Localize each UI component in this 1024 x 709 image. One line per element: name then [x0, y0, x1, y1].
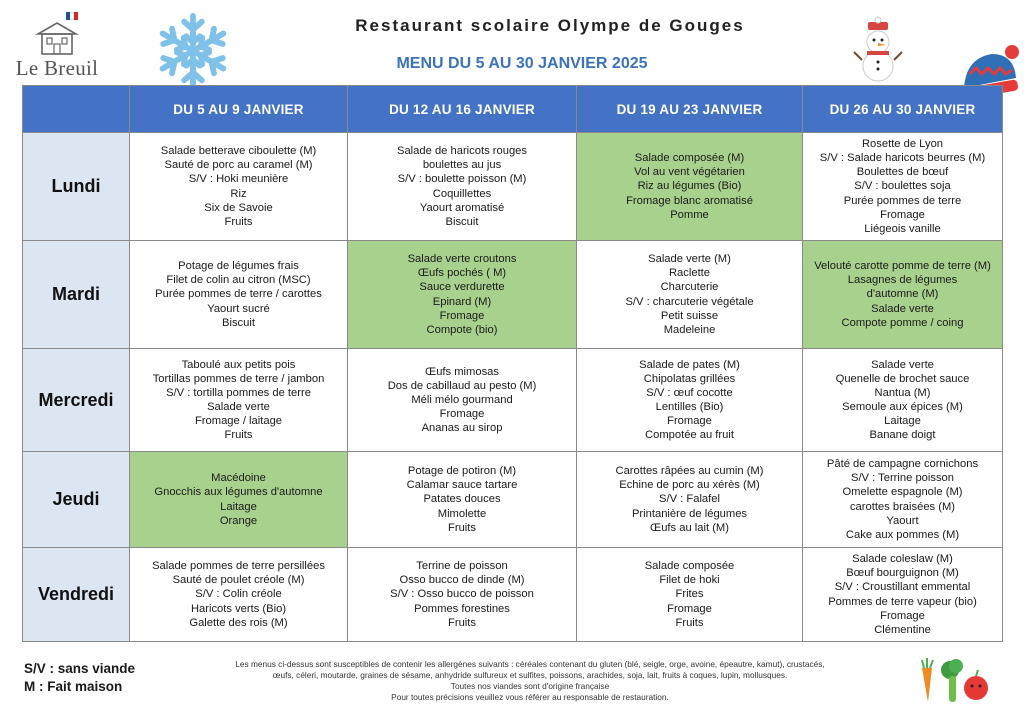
menu-item: Yaourt aromatisé	[419, 201, 505, 214]
menu-item: Boulettes de bœuf	[856, 166, 949, 179]
menu-item: Tortillas pommes de terre / jambon	[152, 372, 325, 385]
menu-item: Potage de légumes frais	[178, 260, 299, 273]
menu-item: boulettes au jus	[422, 159, 502, 172]
menu-item: Biscuit	[445, 215, 479, 228]
menu-item: S/V : Terrine poisson	[850, 472, 955, 485]
menu-item: Salade verte	[871, 302, 934, 315]
menu-item: Sauce verdurette	[419, 281, 505, 294]
menu-item: Pâté de campagne cornichons	[826, 458, 979, 471]
menu-item: S/V : Falafel	[659, 493, 720, 506]
menu-item: Macédoine	[211, 472, 266, 485]
day-row	[23, 349, 1003, 452]
menu-item: Fromage	[439, 309, 485, 322]
vegetables-icon	[914, 656, 994, 706]
menu-item: Echine de porc au xérès (M)	[619, 479, 760, 492]
day-label: Mercredi	[23, 349, 130, 452]
legend-sans-viande: S/V : sans viande	[24, 661, 136, 676]
menu-item: S/V : Osso bucco de poisson	[390, 588, 534, 601]
menu-item: Fruits	[675, 616, 704, 629]
menu-item: Salade de haricots rouges	[397, 145, 527, 158]
france-flag-icon	[66, 12, 78, 20]
menu-item: Frites	[675, 588, 704, 601]
menu-item: Compotée au fruit	[645, 429, 734, 442]
menu-item: Salade composée (M)	[634, 152, 745, 165]
town-logo	[14, 10, 100, 82]
menu-item: Œufs mimosas	[425, 365, 499, 378]
menu-item: Fromage	[880, 609, 925, 622]
menu-item: Patates douces	[423, 493, 501, 506]
allergen-notes	[160, 659, 900, 703]
menu-cell	[803, 349, 1003, 452]
menu-item: Epinard (M)	[432, 295, 492, 308]
menu-item: Potage de potiron (M)	[407, 465, 517, 478]
week-header-row	[23, 86, 1003, 133]
menu-item: Filet de hoki	[659, 574, 720, 587]
menu-item: Calamar sauce tartare	[406, 479, 518, 492]
day-label: Mardi	[23, 241, 130, 349]
menu-item: Bœuf bourguignon (M)	[846, 567, 959, 580]
menu-item: Pomme	[670, 208, 709, 221]
menu-cell	[803, 452, 1003, 548]
menu-item: Salade coleslaw (M)	[852, 553, 953, 566]
menu-item: Purée pommes de terre	[843, 194, 962, 207]
menu-item: Yaourt	[886, 514, 919, 527]
menu-cell	[577, 349, 803, 452]
week-header: DU 19 AU 23 JANVIER	[577, 86, 803, 133]
menu-item: Dos de cabillaud au pesto (M)	[387, 379, 537, 392]
note-line: Les menus ci-dessus sont susceptibles de contenir les allergènes suivants : céréales contenant du gluten (blé, seigle, orge, avoine, épeautre, kamut), crustacés,	[235, 659, 825, 669]
menu-item: Salade de pates (M)	[639, 358, 740, 371]
menu-item: S/V : Salade haricots beurres (M)	[819, 152, 986, 165]
menu-item: Terrine de poisson	[416, 560, 508, 573]
menu-item: Fruits	[224, 429, 253, 442]
menu-item: Fromage / laitage	[194, 415, 283, 428]
menu-item: Pommes forestines	[414, 602, 510, 615]
menu-item: Mimolette	[437, 507, 487, 520]
menu-cell	[348, 349, 577, 452]
menu-item: Lentilles (Bio)	[655, 401, 724, 413]
week-header: DU 12 AU 16 JANVIER	[348, 86, 577, 133]
school-building-icon	[34, 20, 80, 56]
menu-item: Clémentine	[874, 623, 931, 636]
menu-item: Salade verte	[207, 401, 270, 413]
menu-item: Gnocchis aux légumes d'automne	[154, 486, 323, 499]
menu-cell	[348, 241, 577, 349]
menu-item: S/V : tortilla pommes de terre	[166, 386, 311, 399]
page-title: Restaurant scolaire Olympe de Gouges	[355, 16, 745, 35]
menu-item: Yaourt sucré	[207, 302, 270, 315]
menu-item: Compote pomme / coing	[841, 316, 964, 329]
menu-item: Nantua (M)	[874, 386, 931, 399]
menu-item: Sauté de poulet créole (M)	[172, 574, 305, 587]
menu-item: Omelette espagnole (M)	[842, 486, 963, 499]
menu-cell	[130, 241, 348, 349]
menu-item: Salade pommes de terre persillées	[152, 560, 325, 573]
menu-item: Galette des rois (M)	[189, 616, 288, 629]
menu-item: Salade composée	[644, 560, 735, 573]
menu-cell	[130, 548, 348, 642]
menu-item: carottes braisées (M)	[849, 500, 956, 513]
menu-item: Velouté carotte pomme de terre (M)	[814, 260, 991, 273]
menu-item: Liégeois vanille	[864, 222, 941, 235]
menu-item: Rosette de Lyon	[861, 138, 944, 151]
menu-item: Œufs au lait (M)	[650, 521, 729, 534]
menu-cell	[130, 349, 348, 452]
day-label: Vendredi	[23, 548, 130, 642]
day-row	[23, 452, 1003, 548]
menu-item: Fruits	[448, 521, 476, 534]
menu-item: Lasagnes de légumes	[847, 274, 958, 287]
menu-item: Banane doigt	[869, 429, 936, 442]
week-header: DU 26 AU 30 JANVIER	[803, 86, 1003, 133]
menu-item: Six de Savoie	[204, 201, 273, 214]
day-row	[23, 133, 1003, 241]
menu-item: Haricots verts (Bio)	[190, 602, 287, 615]
menu-item: Riz	[230, 187, 247, 200]
menu-cell	[348, 548, 577, 642]
menu-cell	[577, 133, 803, 241]
menu-item: Laitage	[884, 415, 921, 428]
menu-cell	[577, 241, 803, 349]
day-row	[23, 241, 1003, 349]
menu-item: Fromage	[880, 208, 925, 221]
menu-item: Taboulé aux petits pois	[181, 358, 296, 371]
menu-item: Semoule aux épices (M)	[842, 401, 963, 413]
menu-item: d'automne (M)	[866, 288, 939, 301]
menu-cell	[348, 133, 577, 241]
menu-item: Raclette	[668, 267, 711, 280]
menu-item: Salade verte (M)	[648, 253, 731, 266]
menu-item: Sauté de porc au caramel (M)	[164, 159, 313, 172]
menu-item: S/V : Croustillant emmental	[834, 581, 971, 594]
header-corner	[23, 86, 130, 133]
menu-item: Œufs pochés ( M)	[417, 267, 507, 280]
menu-item: Riz au légumes (Bio)	[637, 180, 742, 193]
menu-item: Purée pommes de terre / carottes	[155, 288, 322, 301]
menu-cell	[130, 133, 348, 241]
snowman-icon	[852, 16, 904, 84]
menu-item: Biscuit	[222, 316, 255, 329]
menu-cell	[803, 133, 1003, 241]
menu-item: S/V : œuf cocotte	[646, 386, 733, 399]
menu-item: Fruits	[448, 616, 476, 629]
menu-cell	[577, 452, 803, 548]
menu-item: S/V : boulettes soja	[854, 180, 951, 193]
note-line: œufs, céleri, moutarde, graines de sésame, anhydride sulfureux et sulfites, poissons, arachides, soja, lait, fruits à coques, lupin, mollusques.	[272, 670, 788, 680]
menu-item: S/V : boulette poisson (M)	[397, 173, 527, 186]
week-header: DU 5 AU 9 JANVIER	[130, 86, 348, 133]
day-row	[23, 548, 1003, 642]
menu-item: Petit suisse	[660, 309, 719, 322]
menu-cell	[803, 241, 1003, 349]
menu-item: S/V : Colin créole	[195, 588, 282, 601]
menu-item: Fromage	[439, 408, 485, 421]
day-label: Lundi	[23, 133, 130, 241]
menu-item: Compote (bio)	[426, 323, 498, 336]
menu-period-subtitle: MENU DU 5 AU 30 JANVIER 2025	[396, 55, 648, 72]
menu-table	[22, 85, 1003, 642]
menu-item: Madeleine	[663, 323, 716, 336]
menu-cell	[803, 548, 1003, 642]
menu-item: Printanière de légumes	[631, 507, 748, 520]
note-line: Pour toutes précisions veuillez vous référer au responsable de restauration.	[391, 692, 669, 702]
menu-item: Cake aux pommes (M)	[845, 528, 960, 541]
menu-item: Pommes de terre vapeur (bio)	[828, 595, 977, 608]
menu-item: Salade verte croutons	[407, 253, 517, 266]
menu-item: Ananas au sirop	[421, 422, 503, 435]
note-line: Toutes nos viandes sont d'origine française	[450, 681, 610, 691]
menu-item: Fromage blanc aromatisé	[626, 194, 753, 207]
logo-text: Le Breuil	[15, 56, 99, 80]
day-label: Jeudi	[23, 452, 130, 548]
menu-cell	[130, 452, 348, 548]
menu-item: Coquillettes	[432, 187, 492, 200]
menu-item: Carottes râpées au cumin (M)	[615, 465, 764, 478]
menu-item: S/V : charcuterie végétale	[625, 295, 754, 308]
menu-item: Charcuterie	[660, 281, 719, 294]
menu-item: Salade betterave ciboulette (M)	[160, 145, 317, 158]
menu-item: Filet de colin au citron (MSC)	[166, 274, 311, 287]
menu-item: Fromage	[667, 415, 712, 428]
menu-item: S/V : Hoki meunière	[188, 173, 289, 186]
menu-item: Osso bucco de dinde (M)	[399, 574, 525, 587]
menu-item: Fromage	[667, 602, 712, 615]
menu-item: Chipolatas grillées	[643, 372, 736, 385]
menu-item: Orange	[219, 514, 258, 527]
menu-item: Laitage	[220, 500, 257, 513]
menu-item: Fruits	[224, 215, 253, 228]
menu-item: Méli mélo gourmand	[411, 393, 513, 406]
menu-cell	[348, 452, 577, 548]
menu-cell	[577, 548, 803, 642]
legend-fait-maison: M : Fait maison	[24, 679, 123, 694]
abbreviation-legend	[24, 660, 135, 696]
menu-item: Quenelle de brochet sauce	[835, 372, 970, 385]
menu-item: Vol au vent végétarien	[634, 166, 745, 179]
menu-item: Salade verte	[871, 358, 934, 371]
